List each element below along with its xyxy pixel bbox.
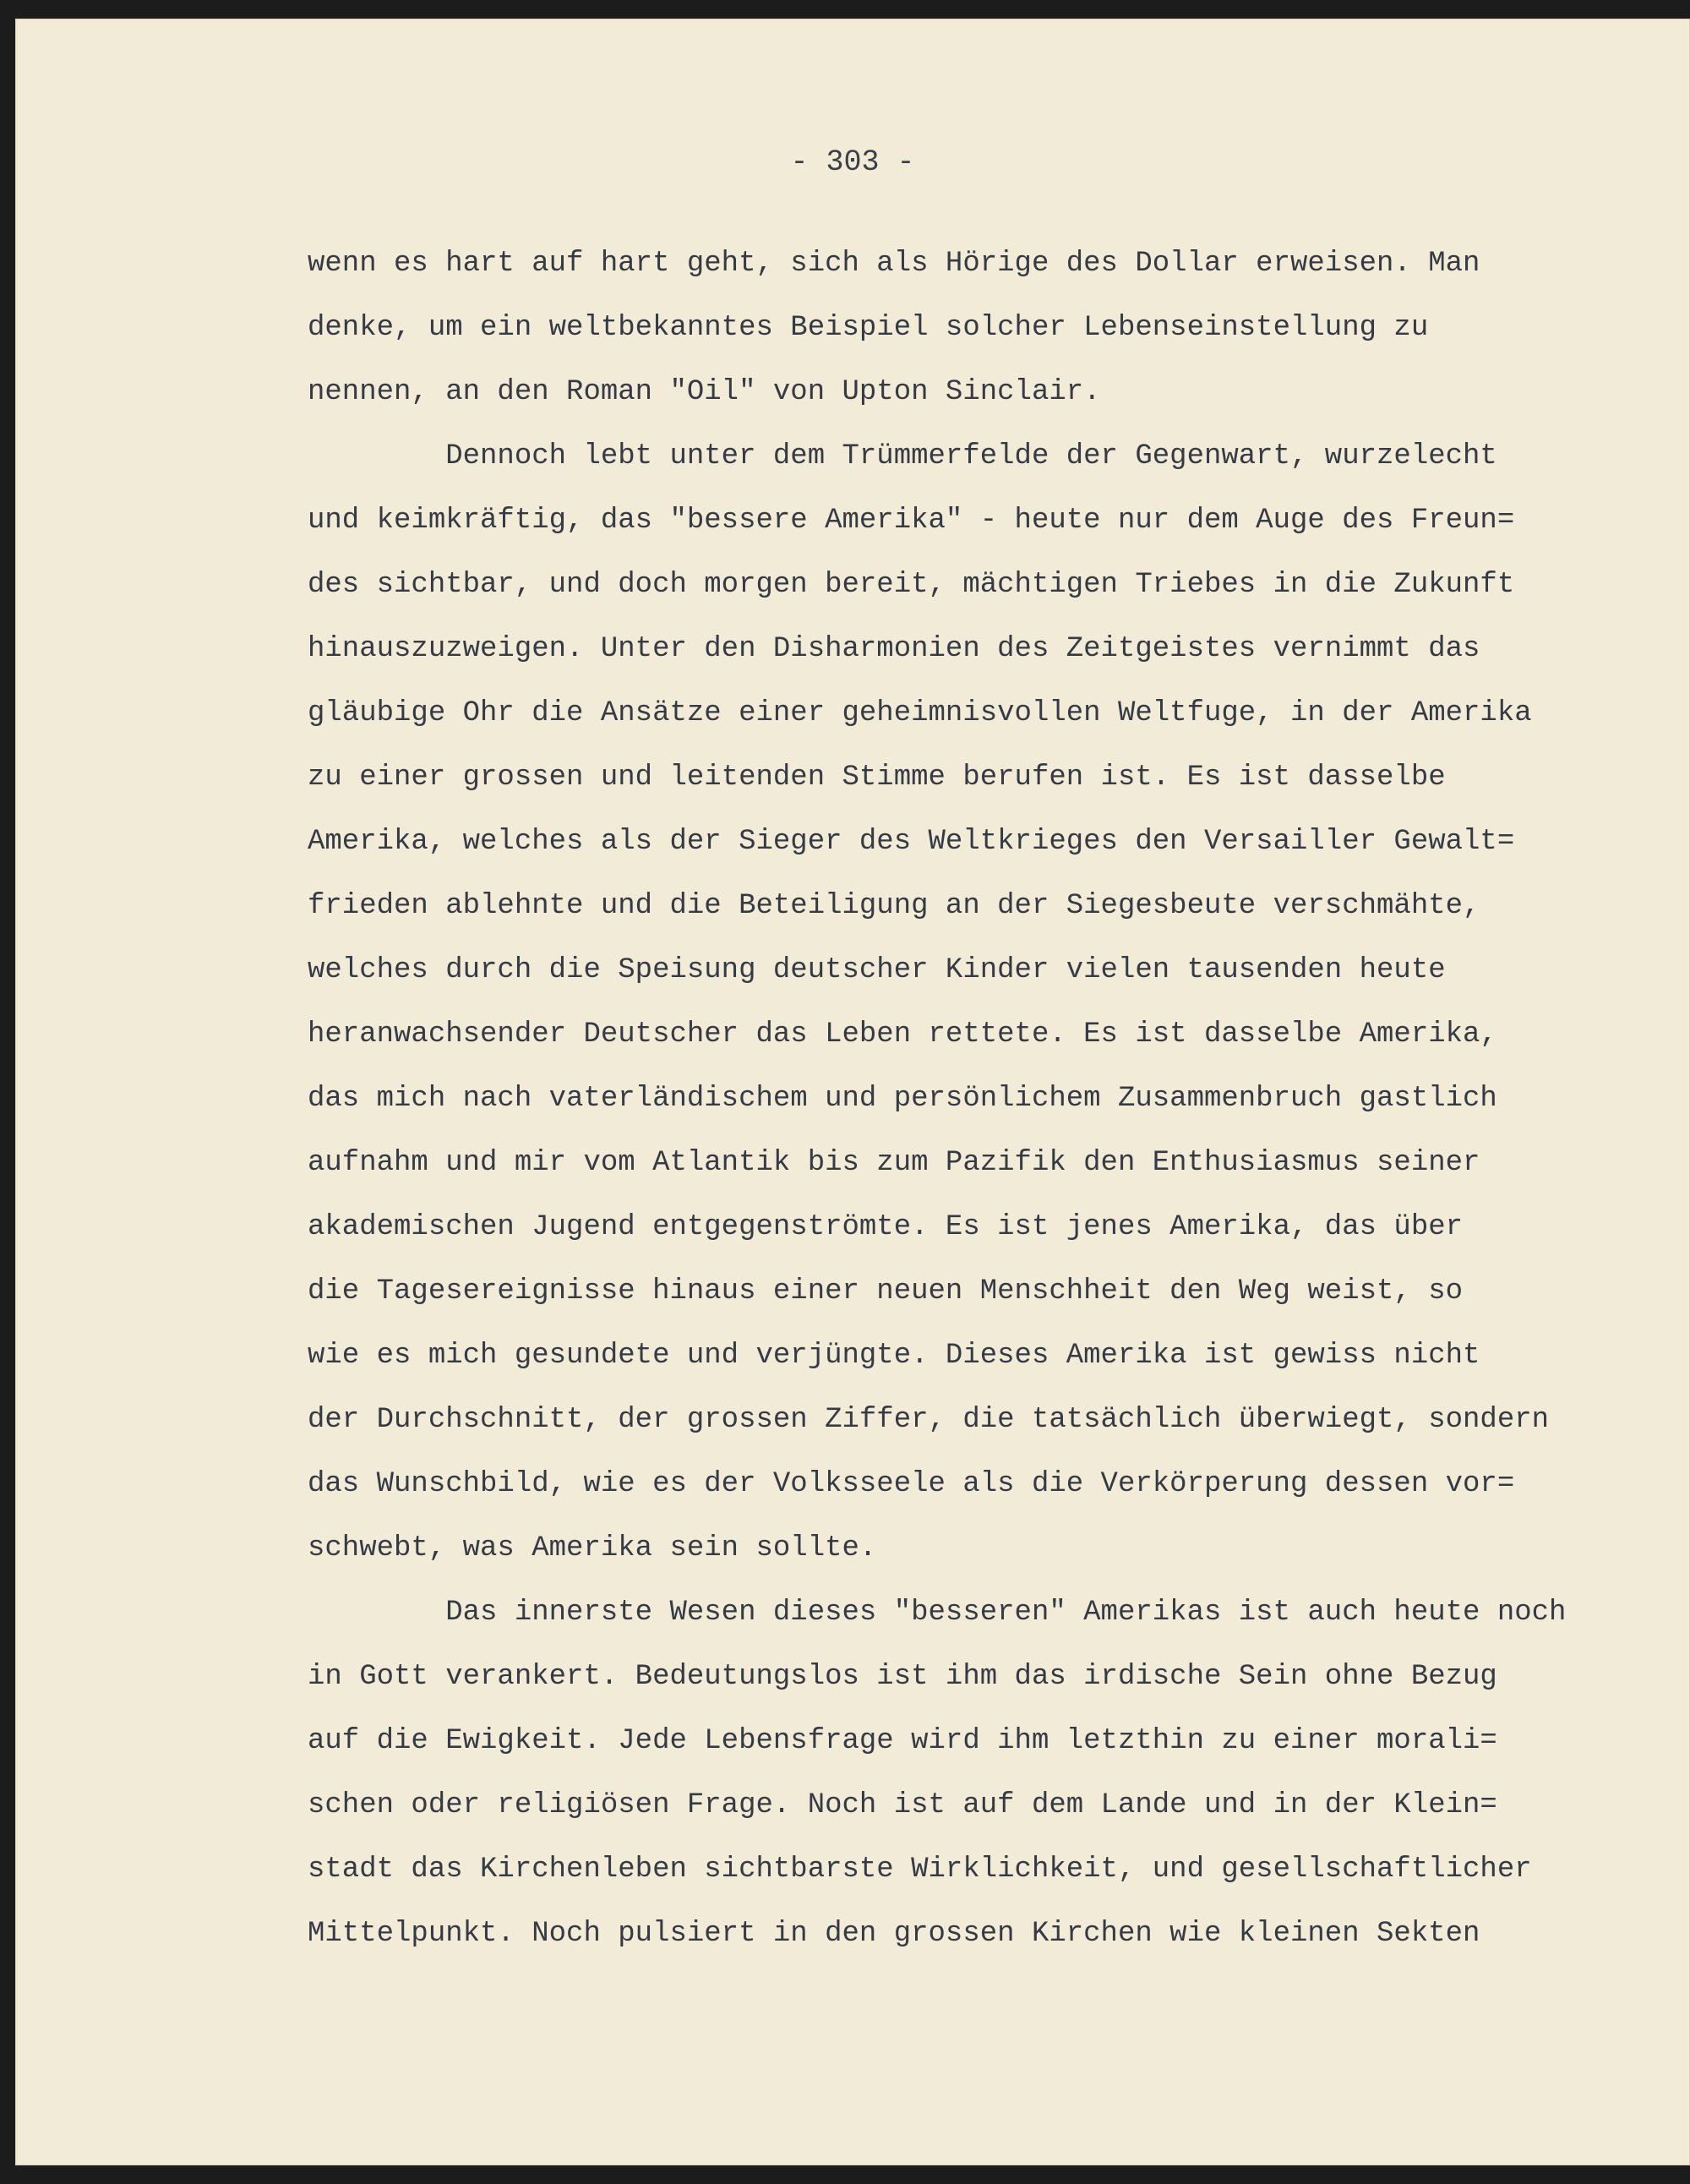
- text-line: denke, um ein weltbekanntes Beispiel solcher Lebenseinstellung zu: [308, 312, 1429, 344]
- page-number: - 303 -: [790, 145, 915, 179]
- text-line: welches durch die Speisung deutscher Kinder vielen tausenden heute: [308, 954, 1446, 986]
- text-line: heranwachsender Deutscher das Leben rettete. Es ist dasselbe Amerika,: [308, 1018, 1497, 1051]
- text-line: gläubige Ohr die Ansätze einer geheimnisvollen Weltfuge, in der Amerika: [308, 697, 1532, 729]
- text-line: auf die Ewigkeit. Jede Lebensfrage wird ihm letzthin zu einer morali=: [308, 1725, 1497, 1757]
- text-line: schwebt, was Amerika sein sollte.: [308, 1532, 877, 1564]
- text-line: Das innerste Wesen dieses "besseren" Amerikas ist auch heute noch: [308, 1597, 1567, 1629]
- text-line: hinauszuzweigen. Unter den Disharmonien des Zeitgeistes vernimmt das: [308, 633, 1480, 665]
- text-line: in Gott verankert. Bedeutungslos ist ihm das irdische Sein ohne Bezug: [308, 1661, 1497, 1693]
- text-line: die Tagesereignisse hinaus einer neuen Menschheit den Weg weist, so: [308, 1275, 1464, 1308]
- text-line: akademischen Jugend entgegenströmte. Es ist jenes Amerika, das über: [308, 1211, 1464, 1243]
- text-line: wie es mich gesundete und verjüngte. Dieses Amerika ist gewiss nicht: [308, 1340, 1480, 1372]
- text-line: der Durchschnitt, der grossen Ziffer, die tatsächlich überwiegt, sondern: [308, 1404, 1550, 1436]
- text-line: stadt das Kirchenleben sichtbarste Wirklichkeit, und gesellschaftlicher: [308, 1854, 1532, 1886]
- text-line: und keimkräftig, das "bessere Amerika" - heute nur dem Auge des Freun=: [308, 505, 1515, 537]
- text-line: das Wunschbild, wie es der Volksseele als die Verkörperung dessen vor=: [308, 1468, 1515, 1500]
- text-line: zu einer grossen und leitenden Stimme berufen ist. Es ist dasselbe: [308, 762, 1446, 794]
- text-line: Dennoch lebt unter dem Trümmerfelde der Gegenwart, wurzelecht: [308, 440, 1497, 472]
- text-line: nennen, an den Roman "Oil" von Upton Sinclair.: [308, 376, 1101, 408]
- text-line: Mittelpunkt. Noch pulsiert in den grossen Kirchen wie kleinen Sekten: [308, 1918, 1480, 1950]
- document-page: [15, 19, 1690, 2165]
- text-line: wenn es hart auf hart geht, sich als Hörige des Dollar erweisen. Man: [308, 248, 1480, 280]
- text-line: des sichtbar, und doch morgen bereit, mächtigen Triebes in die Zukunft: [308, 569, 1515, 601]
- text-line: frieden ablehnte und die Beteiligung an der Siegesbeute verschmähte,: [308, 890, 1480, 922]
- text-line: aufnahm und mir vom Atlantik bis zum Pazifik den Enthusiasmus seiner: [308, 1147, 1480, 1179]
- text-line: Amerika, welches als der Sieger des Weltkrieges den Versailler Gewalt=: [308, 826, 1515, 858]
- typewritten-text-body: [308, 242, 1690, 1976]
- text-line: das mich nach vaterländischem und persönlichem Zusammenbruch gastlich: [308, 1083, 1497, 1115]
- text-line: schen oder religiösen Frage. Noch ist auf dem Lande und in der Klein=: [308, 1789, 1497, 1821]
